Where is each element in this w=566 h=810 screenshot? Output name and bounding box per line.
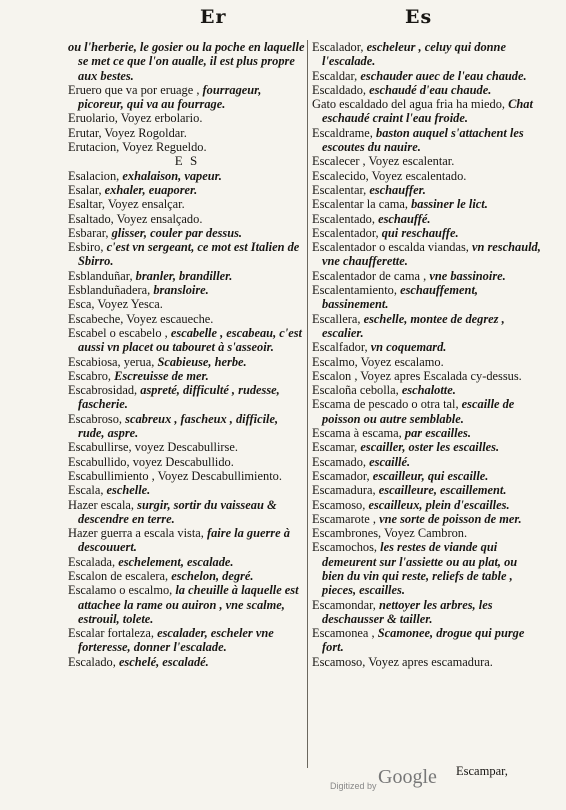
watermark-label: Digitized by: [330, 781, 377, 791]
entry-headword: Escalon de escalera,: [68, 568, 169, 583]
entry-headword: Escaloña cebolla,: [312, 383, 399, 398]
entry-headword: Escamar,: [312, 440, 358, 455]
header-right: Es: [405, 6, 433, 28]
dictionary-entry: [68, 111, 306, 125]
entry-headword: Escabroso,: [68, 411, 123, 426]
entry-headword: Escamonea ,: [312, 626, 375, 641]
entry-headword: E S: [174, 153, 200, 169]
entry-headword: Escalentador,: [312, 225, 379, 240]
entry-definition: faire la guerre à descouuert.: [78, 526, 290, 555]
dictionary-entry: [312, 240, 542, 269]
dictionary-entry: [68, 555, 306, 569]
entry-headword: Esca, Voyez Yesca.: [68, 297, 163, 312]
entry-definition: Scamonee, drogue qui purge fort.: [322, 626, 525, 655]
entry-headword: Escalon , Voyez apres Escalada cy-dessus.: [312, 368, 522, 383]
dictionary-entry: [312, 655, 542, 669]
dictionary-entry: [312, 598, 542, 627]
entry-headword: Escalfador,: [312, 340, 368, 355]
entry-definition: Escreuisse de mer.: [114, 368, 209, 383]
entry-headword: Escabeche, Voyez escaueche.: [68, 311, 214, 326]
entry-definition: scabreux , fascheux , difficile, rude, aspre.: [78, 411, 279, 441]
entry-definition: eschaudé d'eau chaude.: [369, 82, 492, 97]
entry-headword: Escabullirse, voyez Descabullirse.: [68, 440, 238, 455]
entry-headword: Escabullimiento , Voyez Descabullimiento.: [68, 468, 282, 483]
dictionary-entry: [68, 455, 306, 469]
entry-definition: escaille de poisson ou autre semblable.: [322, 397, 515, 426]
entry-headword: Escalentador o escalda viandas,: [312, 240, 469, 255]
entry-definition: vn coquemard.: [370, 340, 447, 355]
dictionary-entry: [68, 626, 306, 655]
entry-definition: escabelle , escabeau, c'est aussi vn placet ou tabouret à s'asseoir.: [78, 325, 302, 355]
dictionary-entry: [68, 40, 306, 83]
entry-headword: Escalmo, Voyez escalamo.: [312, 354, 444, 369]
entry-headword: Esblanduñar,: [68, 268, 133, 283]
entry-headword: Gato escaldado del agua fria ha miedo,: [312, 97, 506, 112]
entry-headword: Erutacion, Voyez Regueldo.: [68, 140, 207, 155]
entry-headword: Escambrones, Voyez Cambron.: [312, 526, 468, 541]
entry-definition: eschelé, escaladé.: [118, 654, 209, 669]
entry-headword: Escabel o escabelo ,: [68, 325, 168, 340]
entry-definition: vne sorte de poisson de mer.: [379, 511, 522, 526]
dictionary-entry: [68, 297, 306, 311]
column-divider: [307, 40, 308, 768]
dictionary-entry: [312, 397, 542, 426]
dictionary-entry: [312, 512, 542, 526]
entry-definition: c'est vn sergeant, ce mot est Italien de Sbirro.: [78, 240, 300, 269]
entry-definition: Chat eschaudé craint l'eau froide.: [322, 97, 533, 126]
entry-definition: Scabieuse, herbe.: [157, 354, 247, 369]
dictionary-entry: [68, 412, 306, 441]
dictionary-entry: [312, 183, 542, 197]
entry-headword: Escamochos,: [312, 540, 378, 555]
entry-definition: escaillé.: [369, 454, 411, 469]
entry-definition: escalader, escheler vne forteresse, donner l'escalade.: [78, 626, 274, 655]
dictionary-entry: [68, 483, 306, 497]
entry-definition: baston auquel s'attachent les escoutes du nauire.: [322, 125, 524, 155]
dictionary-entry: [312, 69, 542, 83]
entry-headword: Escala,: [68, 483, 104, 498]
entry-definition: eschauffer.: [369, 182, 426, 197]
entry-headword: Escabiosa, yerua,: [68, 354, 155, 369]
dictionary-entry: [312, 126, 542, 155]
entry-headword: Hazer guerra a escala vista,: [68, 526, 204, 541]
entry-definition: qui reschauffe.: [381, 225, 459, 240]
entry-headword: Escalentar,: [312, 182, 367, 197]
entry-definition: nettoyer les arbres, les deschausser & tailler.: [322, 597, 493, 626]
right-column: [312, 40, 542, 669]
entry-headword: Escaldado,: [312, 82, 367, 97]
entry-definition: escailleur, qui escaille.: [372, 468, 489, 483]
dictionary-entry: [68, 383, 306, 412]
entry-definition: eschelle, montee de degrez , escalier.: [322, 311, 505, 340]
entry-headword: Hazer escala,: [68, 497, 135, 512]
entry-headword: Esalar,: [68, 182, 102, 197]
entry-definition: les restes de viande qui demeurent sur l'assiette ou au plat, ou bien du vin qui reste, reliefs de table , pieces, escailles.: [322, 540, 518, 598]
entry-headword: Escalentado,: [312, 211, 375, 226]
dictionary-entry: [312, 97, 542, 126]
entry-headword: Escalecer , Voyez escalentar.: [312, 154, 455, 169]
entry-headword: Esblanduñadera,: [68, 283, 151, 298]
dictionary-entry: [68, 269, 306, 283]
dictionary-entry: [312, 197, 542, 211]
dictionary-entry: [68, 197, 306, 211]
entry-definition: vne bassinoire.: [429, 268, 506, 283]
dictionary-entry: [312, 154, 542, 168]
dictionary-entry: [312, 83, 542, 97]
dictionary-entry: [312, 212, 542, 226]
entry-definition: eschauder auec de l'eau chaude.: [360, 68, 527, 83]
dictionary-entry: [312, 626, 542, 655]
dictionary-entry: [68, 526, 306, 555]
dictionary-entry: [312, 526, 542, 540]
entry-headword: Escamoso,: [312, 497, 366, 512]
entry-headword: Escaldrame,: [312, 125, 373, 140]
entry-headword: Eruero que va por eruage ,: [68, 82, 200, 97]
entry-headword: Escamado,: [312, 454, 367, 469]
entry-definition: branler, brandiller.: [135, 268, 233, 283]
dictionary-entry: [312, 355, 542, 369]
dictionary-entry: [312, 483, 542, 497]
entry-headword: Esaltar, Voyez ensalçar.: [68, 197, 185, 212]
entry-definition: glisser, couler par dessus.: [111, 225, 243, 240]
entry-headword: Esbiro,: [68, 240, 104, 255]
dictionary-entry: [68, 169, 306, 183]
dictionary-entry: [68, 140, 306, 154]
entry-headword: Escaldar,: [312, 68, 358, 83]
dictionary-entry: [312, 312, 542, 341]
entry-headword: Esaltado, Voyez ensalçado.: [68, 211, 203, 226]
dictionary-entry: [68, 355, 306, 369]
dictionary-entry: [68, 440, 306, 454]
entry-headword: Escama de pescado o otra tal,: [312, 397, 459, 412]
entry-definition: surgir, sortir du vaisseau & descendre en terre.: [78, 497, 277, 526]
dictionary-entry: [312, 283, 542, 312]
digitized-watermark: [330, 766, 437, 793]
entry-definition: escailleure, escaillement.: [378, 483, 507, 498]
entry-definition: par escailles.: [404, 426, 471, 441]
dictionary-entry: [68, 183, 306, 197]
dictionary-entry: [312, 269, 542, 283]
entry-definition: eschelement, escalade.: [118, 554, 234, 569]
entry-definition: bransloire.: [153, 283, 209, 298]
dictionary-entry: [68, 240, 306, 269]
dictionary-entry: [68, 283, 306, 297]
entry-definition: exhaler, euaporer.: [104, 182, 198, 197]
entry-headword: Escalecido, Voyez escalentado.: [312, 168, 467, 183]
dictionary-entry: [68, 583, 306, 626]
entry-headword: Eruolario, Voyez erbolario.: [68, 111, 203, 126]
dictionary-entry: [312, 469, 542, 483]
entry-headword: Escamondar,: [312, 597, 376, 612]
dictionary-entry: [68, 326, 306, 355]
entry-headword: Escalado,: [68, 654, 116, 669]
entry-headword: Escalentar la cama,: [312, 197, 408, 212]
entry-headword: Escama à escama,: [312, 426, 402, 441]
entry-headword: Escamarote ,: [312, 511, 376, 526]
dictionary-entry: [68, 655, 306, 669]
section-heading: [68, 154, 306, 168]
dictionary-entry: [312, 40, 542, 69]
entry-headword: Escamoso, Voyez apres escamadura.: [312, 654, 493, 669]
dictionary-entry: [68, 369, 306, 383]
entry-headword: Escalador,: [312, 40, 364, 54]
google-logo: Google: [378, 766, 437, 788]
dictionary-entry: [312, 340, 542, 354]
entry-definition: escailleux, plein d'escailles.: [368, 497, 510, 512]
entry-headword: Escamador,: [312, 468, 370, 483]
entry-headword: Escalamo o escalmo,: [68, 583, 173, 598]
dictionary-entry: [68, 569, 306, 583]
entry-headword: Erutar, Voyez Rogoldar.: [68, 125, 187, 140]
entry-headword: Escalentamiento,: [312, 283, 397, 298]
entry-definition: aspreté, difficulté , rudesse, fascherie.: [78, 383, 280, 412]
dictionary-entry: [312, 455, 542, 469]
left-column: [68, 40, 306, 669]
dictionary-entry: [68, 469, 306, 483]
entry-headword: Escabro,: [68, 368, 112, 383]
running-header: [0, 6, 566, 32]
dictionary-entry: [68, 126, 306, 140]
entry-headword: Escalada,: [68, 554, 116, 569]
dictionary-entry: [312, 169, 542, 183]
dictionary-entry: [312, 540, 542, 597]
entry-definition: ou l'herberie, le gosier ou la poche en laquelle se met ce que l'on aualle, il est plus propre aux bestes.: [68, 40, 305, 83]
entry-headword: Escalar fortaleza,: [68, 626, 154, 641]
dictionary-entry: [68, 83, 306, 112]
entry-definition: escailler, oster les escailles.: [360, 440, 500, 455]
entry-definition: fourrageur, picoreur, qui va au fourrage.: [78, 82, 262, 112]
catchword: Escampar,: [456, 764, 508, 778]
dictionary-entry: [68, 212, 306, 226]
entry-headword: Escalentador de cama ,: [312, 268, 427, 283]
entry-definition: eschauffement, bassinement.: [322, 283, 478, 312]
entry-headword: Esalacion,: [68, 168, 120, 183]
header-left: Er: [200, 6, 227, 28]
entry-definition: eschelle.: [106, 483, 151, 498]
dictionary-entry: [312, 369, 542, 383]
entry-definition: la cheuille à laquelle est attachee la rame ou auiron , vne scalme, estrouil, tolete.: [78, 583, 299, 626]
dictionary-entry: [312, 383, 542, 397]
entry-definition: eschalotte.: [401, 383, 456, 398]
entry-headword: Escamadura,: [312, 483, 376, 498]
dictionary-entry: [312, 426, 542, 440]
entry-definition: exhalaison, vapeur.: [122, 168, 222, 183]
dictionary-entry: [68, 498, 306, 527]
entry-definition: escheleur , celuy qui donne l'escalade.: [322, 40, 506, 69]
entry-definition: eschauffé.: [378, 211, 431, 226]
entry-headword: Esbarar,: [68, 225, 109, 240]
dictionary-entry: [68, 312, 306, 326]
entry-definition: bassiner le lict.: [411, 197, 488, 212]
dictionary-entry: [68, 226, 306, 240]
dictionary-entry: [312, 440, 542, 454]
entry-headword: Escabrosidad,: [68, 383, 138, 398]
dictionary-entry: [312, 498, 542, 512]
entry-definition: vn reschauld, vne chaufferette.: [322, 240, 541, 269]
entry-headword: Escabullido, voyez Descabullido.: [68, 454, 234, 469]
entry-definition: eschelon, degré.: [171, 568, 254, 583]
entry-headword: Escallera,: [312, 311, 361, 326]
dictionary-entry: [312, 226, 542, 240]
